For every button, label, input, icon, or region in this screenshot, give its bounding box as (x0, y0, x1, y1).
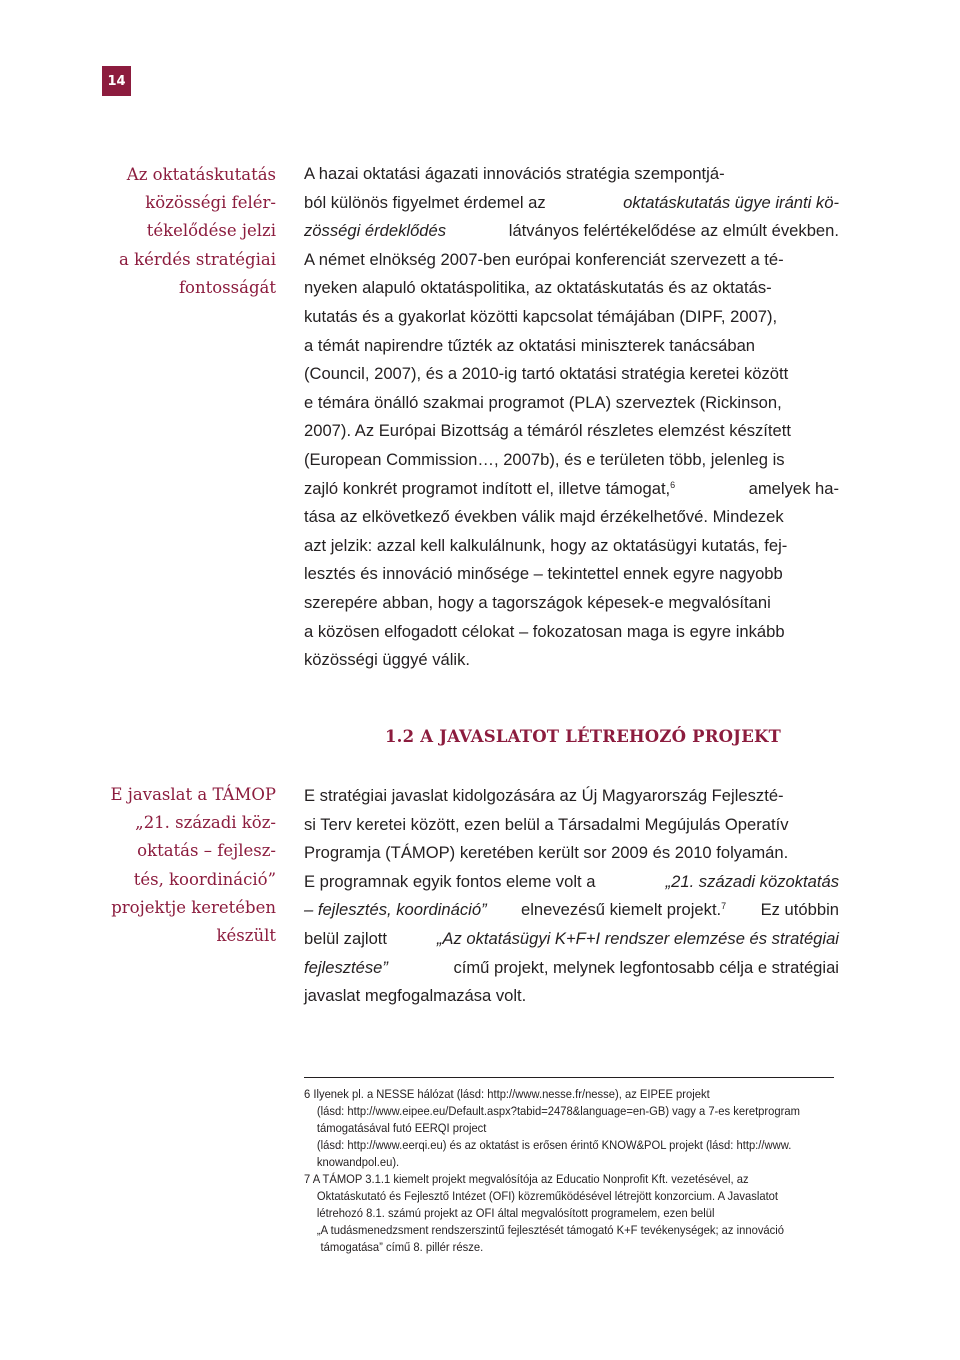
margin-note-line: fontosságát (178, 277, 276, 297)
footnote-line: támogatásával futó EERQI project (316, 1121, 487, 1135)
text-line: javaslat megfogalmazása volt. (304, 986, 527, 1006)
text-line: Programja (TÁMOP) keretében került sor 2009 és 2010 folyamán. (304, 843, 789, 863)
margin-note-line: készült (216, 926, 276, 946)
margin-note-line: tés, koordináció” (133, 869, 276, 889)
margin-note-line: Az oktatáskutatás (126, 165, 276, 184)
text-line: E programnak egyik fontos eleme volt a „21. századi közoktatás (304, 871, 839, 891)
margin-note-line: tékelődése jelzi (146, 221, 276, 241)
text-line: a közösen elfogadott célokat – fokozatosan maga is egyre inkább (304, 621, 785, 641)
text-line: (European Commission…, 2007b), és e területen több, jelenleg is (304, 449, 785, 469)
text-line: zajló konkrét programot indított el, illetve támogat,$^6$ amelyek ha- (304, 478, 839, 498)
margin-note-line: közösségi felér- (145, 193, 276, 213)
margin-note-line: projektje keretében (111, 897, 276, 917)
text-line: 2007). Az Európai Bizottság a témáról részletes elemzést készített (304, 421, 791, 441)
text-line: nyeken alapuló oktatáspolitika, az oktatáskutatás és az oktatás- (304, 278, 772, 298)
text-line: ból különös figyelmet érdemel az oktatáskutatás ügye iránti kö- (304, 192, 839, 212)
text-line: – fejlesztés, koordináció” elnevezésű kiemelt projekt.$^7$ Ez utóbbin (304, 900, 839, 920)
footnote-line: (lásd: http://www.eerqi.eu) és az oktatást is erősen érintő KNOW&POL projekt (lásd: http://www. (316, 1138, 792, 1152)
page-number: 14 (102, 66, 131, 96)
text-line: kutatás és a gyakorlat közötti kapcsolat témájában (DIPF, 2007), (304, 306, 778, 326)
text-line: zösségi érdeklődés látványos felértékelődése az elmúlt években. (304, 221, 839, 241)
footnote-divider (304, 1077, 834, 1078)
footnote-ref-6[interactable]: 6 (670, 479, 676, 490)
margin-note-2 (96, 781, 276, 950)
text-line: szerepére abban, hogy a tagországok képesek-e megvalósítani (304, 592, 771, 612)
paragraph-2 (304, 782, 839, 1011)
text-line: si Terv keretei között, ezen belül a Társadalmi Megújulás Operatív (304, 814, 789, 834)
footnote-ref-7[interactable]: 7 (721, 901, 727, 912)
margin-note-line: „21. századi köz- (135, 813, 276, 833)
text-line: e témára önálló szakmai programot (PLA) szerveztek (Rickinson, (304, 392, 782, 412)
text-line: belül zajlott „Az oktatásügyi K+F+I rendszer elemzése és stratégiai (304, 928, 839, 948)
margin-note-line: oktatás – fejlesz- (137, 841, 276, 861)
footnote-line: létrehozó 8.1. számú projekt az OFI által megvalósított programelem, ezen belül (316, 1206, 715, 1220)
footnote-line: támogatása” című 8. pillér része. (320, 1240, 484, 1254)
footnotes (304, 1086, 801, 1256)
footnote-line: „A tudásmenedzsment rendszerszintű fejlesztését támogató K+F tevékenységek; az innováció (316, 1223, 785, 1237)
margin-note-1 (96, 161, 276, 302)
footnote-7: 7 A TÁMOP 3.1.1 kiemelt projekt megvalósítója az Educatio Nonprofit Kft. vezetésével, az (304, 1172, 749, 1186)
text-line: E stratégiai javaslat kidolgozására az Új Magyarország Fejleszté- (304, 786, 784, 805)
text-line: A hazai oktatási ágazati innovációs stratégia szempontjá- (304, 164, 725, 183)
footnote-line: knowandpol.eu). (316, 1155, 400, 1169)
text-line: A német elnökség 2007-ben európai konferenciát szervezett a té- (304, 249, 784, 269)
footnote-line: Oktatáskutató és Fejlesztő Intézet (OFI) közreműködésével létrejött konzorcium. A Javaslatot (316, 1189, 779, 1203)
text-line: fejlesztése” című projekt, melynek legfontosabb célja e stratégiai (304, 957, 839, 977)
margin-note-line: E javaslat a TÁMOP (110, 785, 276, 804)
text-line: azt jelzik: azzal kell kalkulálnunk, hogy az oktatásügyi kutatás, fej- (304, 535, 788, 555)
footnote-6: 6 Ilyenek pl. a NESSE hálózat (lásd: http://www.nesse.fr/nesse), az EIPEE projekt (304, 1087, 710, 1101)
text-line: közösségi üggyé válik. (304, 650, 471, 670)
text-line: (Council, 2007), és a 2010-ig tartó oktatási stratégia keretei között (304, 364, 789, 384)
text-line: a témát napirendre tűzték az oktatási miniszterek tanácsában (304, 335, 756, 355)
margin-note-line: a kérdés stratégiai (119, 249, 276, 269)
text-line: lesztés és innováció minősége – tekintettel ennek egyre nagyobb (304, 564, 783, 584)
footnote-line: (lásd: http://www.eipee.eu/Default.aspx?tabid=2478&language=en-GB) vagy a 7-es keretprogram (316, 1104, 800, 1118)
text-line: tása az elkövetkező években válik majd érzékelhetővé. Mindezek (304, 507, 784, 527)
section-heading: 1.2 A JAVASLATOT LÉTREHOZÓ PROJEKT (385, 727, 781, 746)
paragraph-1 (304, 160, 839, 675)
